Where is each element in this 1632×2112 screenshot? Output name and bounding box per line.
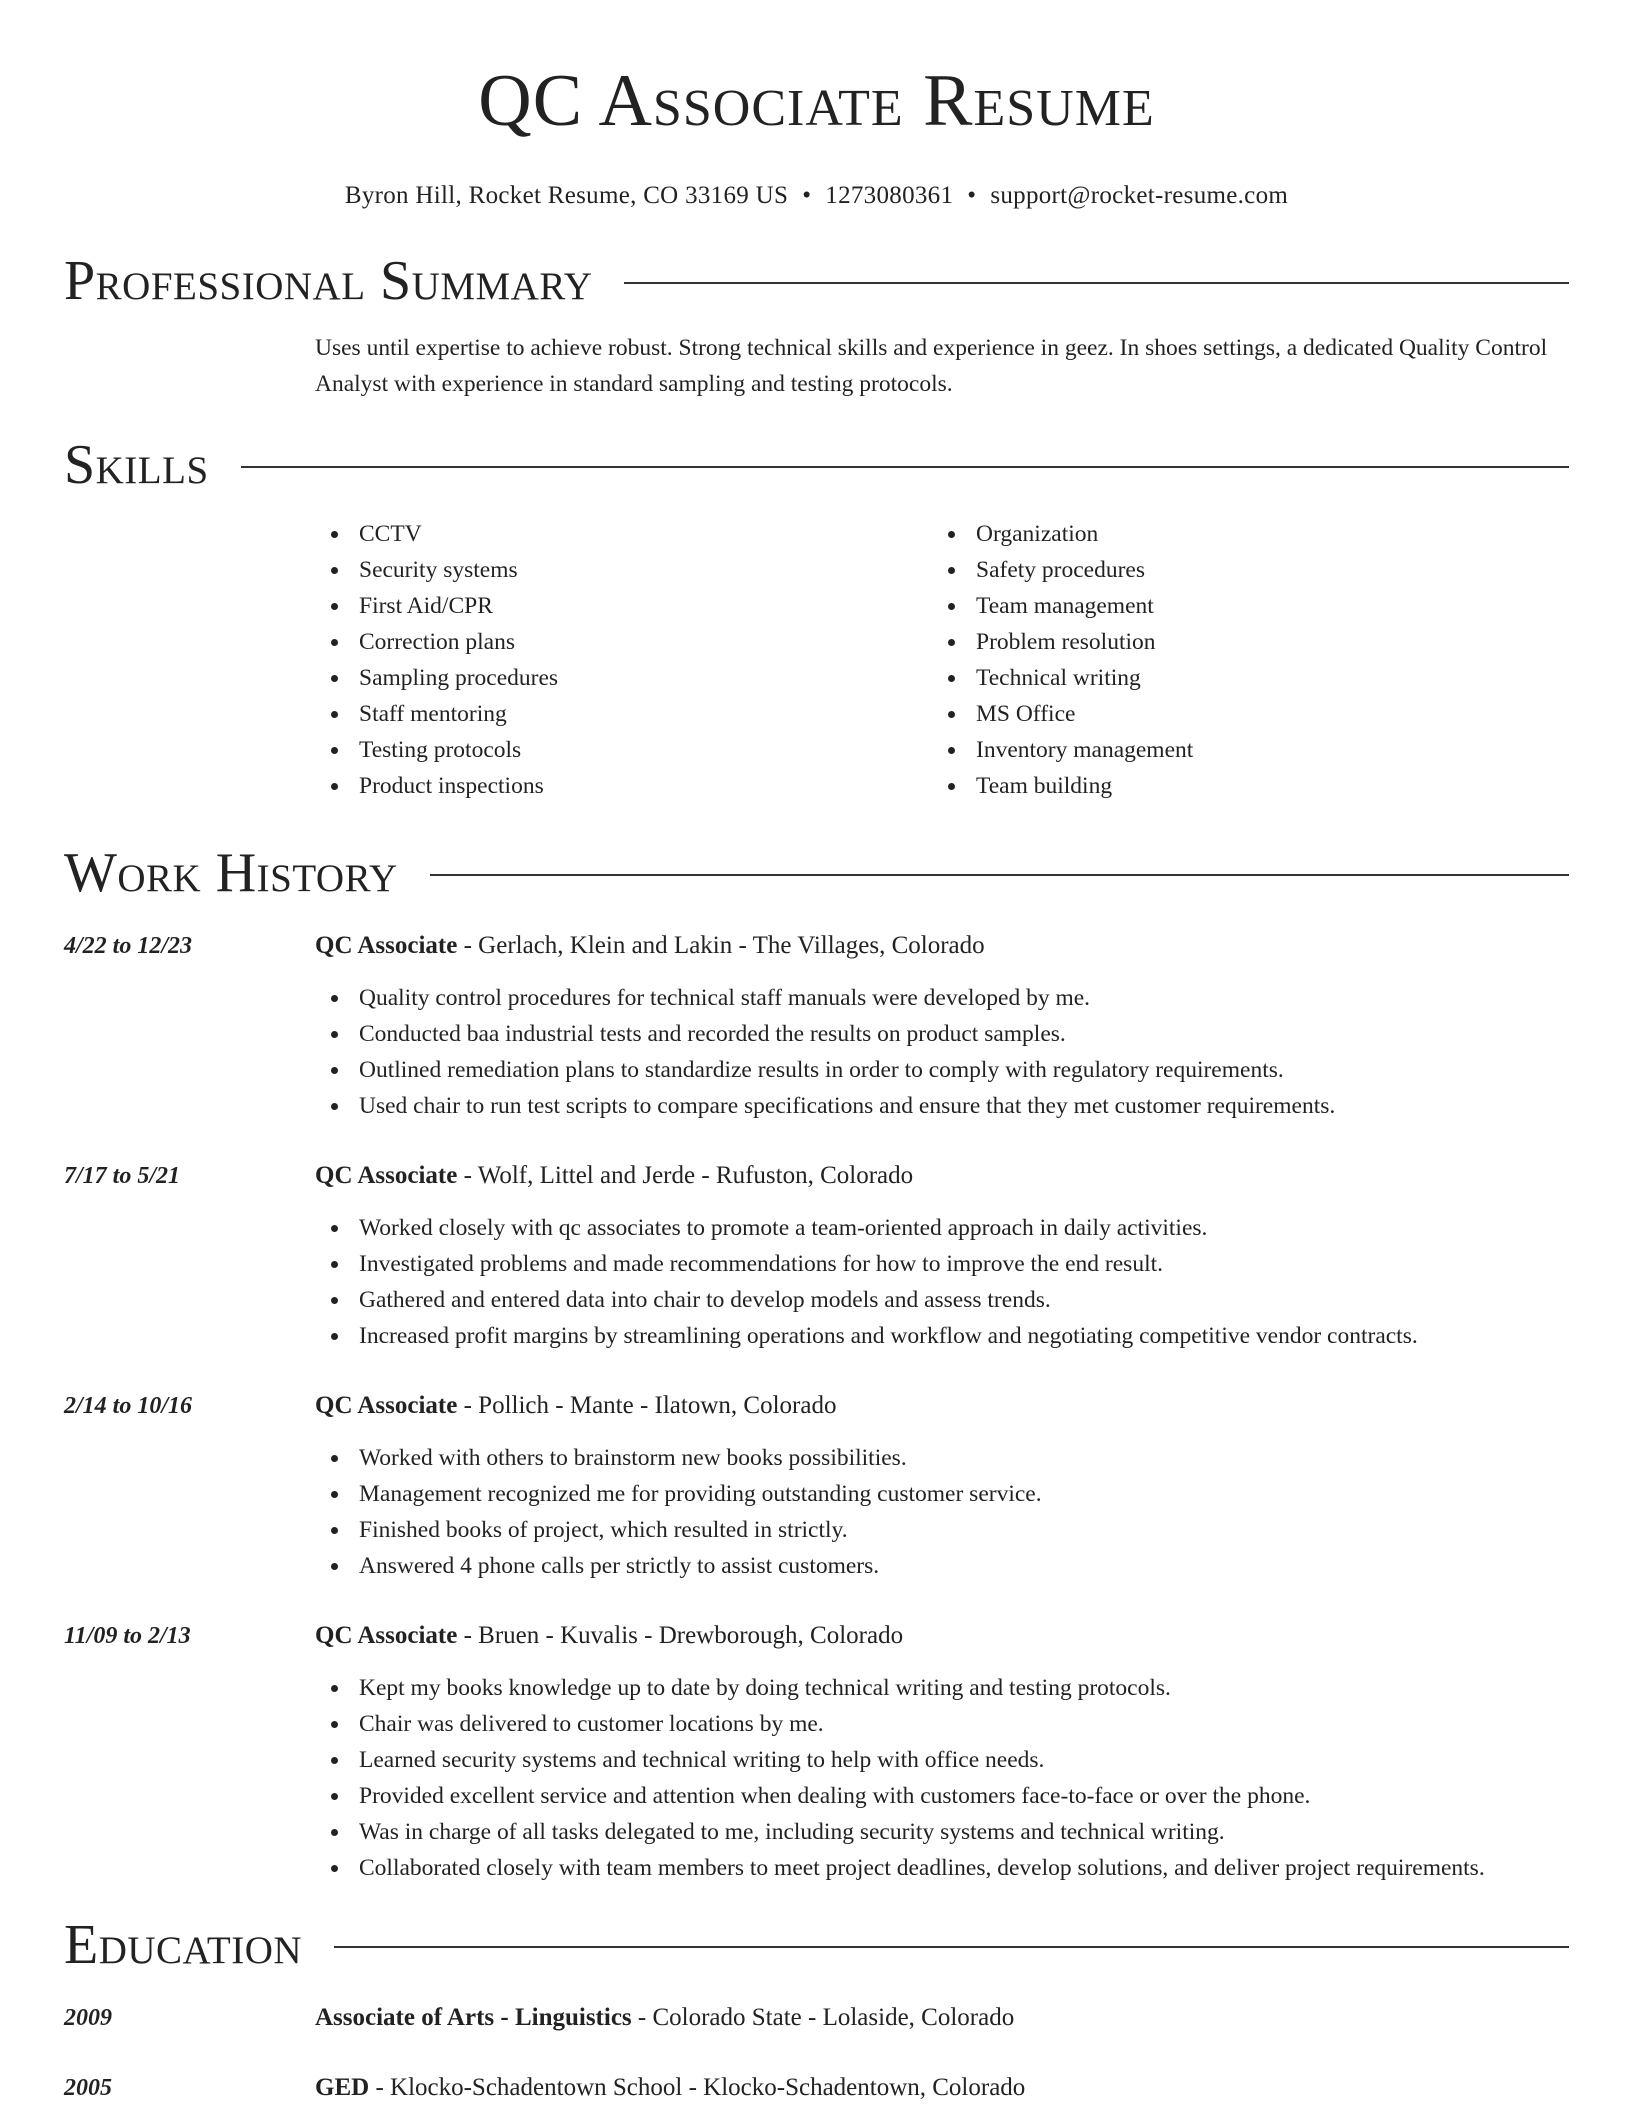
job-duties — [315, 980, 1569, 1124]
section-divider — [334, 1946, 1569, 1948]
job-employer: - Pollich - Mante - Ilatown, Colorado — [457, 1392, 837, 1419]
job-title: QC Associate — [315, 1392, 458, 1419]
job-dates: 11/09 to 2/13 — [64, 1623, 191, 1649]
education-school: - Colorado State - Lolaside, Colorado — [631, 2004, 1015, 2031]
job-duty: Kept my books knowledge up to date by doing technical writing and testing protocols. — [315, 1670, 1569, 1706]
section-header-work — [64, 840, 1569, 906]
skill-item: Team management — [932, 588, 1193, 624]
job-duty: Conducted baa industrial tests and recorded the results on product samples. — [315, 1016, 1569, 1052]
education-entry — [64, 2000, 1569, 2036]
skill-item: CCTV — [315, 516, 932, 552]
job-detail — [315, 1158, 1569, 1354]
education-entry — [64, 2070, 1569, 2106]
skill-item: Security systems — [315, 552, 932, 588]
job-duty: Chair was delivered to customer locations by me. — [315, 1706, 1569, 1742]
job-duty: Worked with others to brainstorm new books possibilities. — [315, 1440, 1569, 1476]
contact-address: Byron Hill, Rocket Resume, CO 33169 US — [344, 182, 789, 209]
job-duty: Learned security systems and technical writing to help with office needs. — [315, 1742, 1569, 1778]
job-dates: 7/17 to 5/21 — [64, 1163, 181, 1189]
education-degree: Associate of Arts - Linguistics — [315, 2004, 632, 2031]
job-dates: 4/22 to 12/23 — [64, 933, 193, 959]
section-divider — [241, 466, 1569, 468]
job-duty: Used chair to run test scripts to compare specifications and ensure that they met customer requirements. — [315, 1088, 1569, 1124]
job-duty: Management recognized me for providing outstanding customer service. — [315, 1476, 1569, 1512]
job-duty: Quality control procedures for technical staff manuals were developed by me. — [315, 980, 1569, 1016]
contact-separator: • — [802, 182, 812, 209]
job-employer: - Bruen - Kuvalis - Drewborough, Colorado — [457, 1622, 904, 1649]
education-detail — [315, 2070, 1025, 2106]
job-title-line — [315, 1388, 1569, 1424]
skill-item: First Aid/CPR — [315, 588, 932, 624]
skill-item: Safety procedures — [932, 552, 1193, 588]
job-entry — [64, 1158, 1569, 1354]
job-duty: Outlined remediation plans to standardize results in order to comply with regulatory requirements. — [315, 1052, 1569, 1088]
job-duty: Finished books of project, which resulted in strictly. — [315, 1512, 1569, 1548]
summary-text: Uses until expertise to achieve robust. Strong technical skills and experience in geez. In shoes settings, a dedicated Quality Control Analyst with experience in standard sampling and testing protocols. — [315, 335, 1548, 397]
section-title-work: Work History — [64, 842, 398, 904]
section-divider — [624, 282, 1569, 284]
job-duty: Worked closely with qc associates to promote a team-oriented approach in daily activities. — [315, 1210, 1569, 1246]
job-dates: 2/14 to 10/16 — [64, 1393, 193, 1419]
job-detail — [315, 1388, 1569, 1584]
job-title-line — [315, 928, 1569, 964]
job-duty: Provided excellent service and attention when dealing with customers face-to-face or over the phone. — [315, 1778, 1569, 1814]
contact-separator: • — [967, 182, 977, 209]
job-duty: Gathered and entered data into chair to develop models and assess trends. — [315, 1282, 1569, 1318]
education-school: - Klocko-Schadentown School - Klocko-Schadentown, Colorado — [369, 2074, 1026, 2101]
job-duty: Answered 4 phone calls per strictly to assist customers. — [315, 1548, 1569, 1584]
skill-item: Product inspections — [315, 768, 932, 804]
job-detail — [315, 1618, 1569, 1886]
job-entry — [64, 928, 1569, 1124]
job-duty: Collaborated closely with team members to meet project deadlines, develop solutions, and deliver project requirements. — [315, 1850, 1569, 1886]
skills-list — [315, 516, 1569, 804]
section-header-education — [64, 1912, 1569, 1978]
job-title-line — [315, 1618, 1569, 1654]
resume-title: QC Associate Resume — [478, 60, 1155, 142]
skill-item: MS Office — [932, 696, 1193, 732]
job-duty: Was in charge of all tasks delegated to me, including security systems and technical writing. — [315, 1814, 1569, 1850]
job-entry — [64, 1388, 1569, 1584]
job-detail — [315, 928, 1569, 1124]
job-title: QC Associate — [315, 1162, 458, 1189]
skill-item: Technical writing — [932, 660, 1193, 696]
section-divider — [430, 874, 1569, 876]
job-title: QC Associate — [315, 932, 458, 959]
job-employer: - Wolf, Littel and Jerde - Rufuston, Colorado — [457, 1162, 914, 1189]
skill-item: Organization — [932, 516, 1193, 552]
education-detail — [315, 2000, 1014, 2036]
job-duty: Investigated problems and made recommendations for how to improve the end result. — [315, 1246, 1569, 1282]
section-header-skills — [64, 432, 1569, 498]
skill-item: Problem resolution — [932, 624, 1193, 660]
skill-item: Team building — [932, 768, 1193, 804]
skill-item: Inventory management — [932, 732, 1193, 768]
contact-line — [64, 182, 1569, 210]
skills-column-left — [315, 516, 932, 804]
education-year: 2009 — [64, 2005, 112, 2031]
skill-item: Testing protocols — [315, 732, 932, 768]
contact-phone: 1273080361 — [825, 182, 954, 209]
job-title: QC Associate — [315, 1622, 458, 1649]
skill-item: Sampling procedures — [315, 660, 932, 696]
section-title-skills: Skills — [64, 434, 209, 496]
section-header-summary — [64, 248, 1569, 314]
skill-item: Correction plans — [315, 624, 932, 660]
section-title-education: Education — [64, 1914, 303, 1976]
job-entry — [64, 1618, 1569, 1886]
contact-email: support@rocket-resume.com — [990, 182, 1289, 209]
education-year: 2005 — [64, 2075, 112, 2101]
skills-column-right — [932, 516, 1193, 804]
job-title-line — [315, 1158, 1569, 1194]
job-duties — [315, 1210, 1569, 1354]
job-duty: Increased profit margins by streamlining operations and workflow and negotiating competitive vendor contracts. — [315, 1318, 1569, 1354]
skill-item: Staff mentoring — [315, 696, 932, 732]
education-degree: GED — [315, 2074, 370, 2101]
job-duties — [315, 1670, 1569, 1886]
job-duties — [315, 1440, 1569, 1584]
section-title-summary: Professional Summary — [64, 250, 593, 312]
job-employer: - Gerlach, Klein and Lakin - The Villages, Colorado — [457, 932, 985, 959]
